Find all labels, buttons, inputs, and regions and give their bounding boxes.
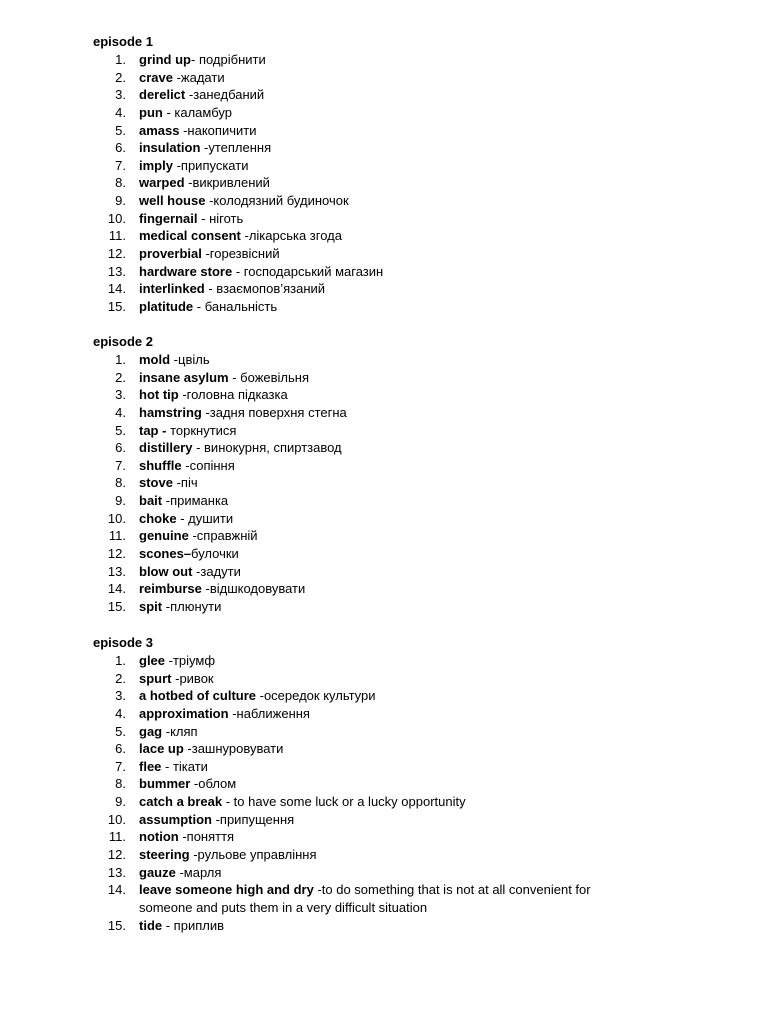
item-number: 15. [107, 917, 126, 933]
list-item [0, 687, 768, 705]
definition: -колодязний будиночок [205, 193, 349, 209]
term: tap - [139, 422, 167, 438]
definition: - ніготь [197, 210, 244, 226]
item-content [139, 510, 639, 528]
term: notion [139, 829, 179, 845]
term: assumption [139, 811, 212, 827]
term: proverbial [139, 246, 202, 262]
item-content [139, 245, 639, 263]
term: derelict [139, 87, 186, 103]
item-content [139, 563, 639, 581]
item-number: 14. [107, 882, 126, 898]
item-content [139, 527, 639, 545]
definition: - тікати [161, 758, 208, 774]
term: crave [139, 69, 173, 85]
list-item [0, 492, 768, 510]
item-content [139, 139, 639, 157]
term: glee [139, 653, 166, 668]
item-content [139, 157, 639, 175]
item-number: 7. [115, 758, 126, 774]
episode-title: episode 1 [93, 34, 153, 49]
item-number: 7. [115, 457, 126, 473]
item-content [139, 492, 639, 510]
item-content [139, 758, 639, 776]
item-content [139, 723, 639, 741]
term: catch a break [139, 794, 223, 810]
list-item [0, 881, 768, 916]
item-content [139, 422, 639, 440]
item-number: 11. [108, 528, 126, 544]
item-content [139, 846, 639, 864]
definition: - to have some luck or a lucky opportunity [222, 794, 466, 810]
item-content [139, 598, 639, 616]
item-content [139, 687, 639, 705]
list-item [0, 793, 768, 811]
term: gauze [139, 864, 176, 880]
definition: - винокурня, спиртзавод [192, 440, 342, 456]
definition: -лікарська згода [240, 228, 342, 244]
item-number: 12. [107, 546, 126, 562]
list-item [0, 705, 768, 723]
list-item [0, 652, 768, 670]
list-item [0, 598, 768, 616]
vocabulary-list [0, 652, 768, 934]
item-content [139, 174, 639, 192]
list-item [0, 563, 768, 581]
term: medical consent [139, 228, 241, 244]
term: insane asylum [139, 369, 229, 385]
list-item [0, 122, 768, 140]
item-content [139, 122, 639, 140]
definition: -відшкодовувати [201, 581, 306, 597]
item-content [139, 917, 639, 935]
item-number: 12. [107, 246, 126, 262]
term: bummer [139, 776, 191, 792]
term: blow out [139, 563, 193, 579]
item-content [139, 51, 639, 69]
list-item [0, 740, 768, 758]
definition: -припускати [172, 157, 249, 173]
item-number: 13. [107, 864, 126, 880]
definition: -піч [172, 475, 198, 491]
item-number: 14. [107, 281, 126, 297]
term: approximation [139, 705, 229, 721]
list-item [0, 263, 768, 281]
definition: -занедбаний [185, 87, 265, 103]
term: mold [139, 352, 171, 367]
item-number: 4. [115, 705, 126, 721]
list-item [0, 69, 768, 87]
definition: торкнутися [166, 422, 237, 438]
item-number: 9. [115, 493, 126, 509]
list-item [0, 280, 768, 298]
item-number: 15. [107, 598, 126, 614]
item-number: 11. [108, 829, 126, 845]
term: gag [139, 723, 163, 739]
list-item [0, 775, 768, 793]
term: hardware store [139, 263, 233, 279]
definition: -облом [190, 776, 237, 792]
term: spurt [139, 670, 172, 686]
term: flee [139, 758, 162, 774]
list-item [0, 474, 768, 492]
item-content [139, 69, 639, 87]
item-number: 2. [115, 670, 126, 686]
item-number: 6. [115, 140, 126, 156]
list-item [0, 864, 768, 882]
item-number: 13. [107, 563, 126, 579]
item-number: 1. [115, 52, 126, 67]
list-item [0, 227, 768, 245]
definition: -утеплення [200, 140, 272, 156]
vocabulary-list [0, 51, 768, 316]
term: spit [139, 598, 163, 614]
item-content [139, 705, 639, 723]
list-item [0, 670, 768, 688]
item-content [139, 386, 639, 404]
definition: -наближення [228, 705, 310, 721]
definition: - взаємопов’язаний [204, 281, 326, 297]
term: bait [139, 493, 163, 509]
item-number: 13. [107, 263, 126, 279]
item-content [139, 104, 639, 122]
list-item [0, 386, 768, 404]
list-item [0, 580, 768, 598]
definition: - каламбур [162, 104, 232, 120]
item-content [139, 545, 639, 563]
item-number: 12. [107, 847, 126, 863]
item-number: 6. [115, 440, 126, 456]
definition: - банальність [193, 298, 278, 314]
term: warped [139, 175, 185, 191]
definition: -приманка [162, 493, 229, 509]
term: insulation [139, 140, 201, 156]
item-content [139, 580, 639, 598]
term: platitude [139, 298, 194, 314]
item-number: 10. [107, 210, 126, 226]
definition: булочки [191, 546, 239, 562]
list-item [0, 51, 768, 69]
item-number: 4. [115, 104, 126, 120]
item-content [139, 192, 639, 210]
definition: - приплив [162, 917, 225, 933]
term: well house [139, 193, 206, 209]
term: leave someone high and dry [139, 882, 314, 898]
list-item [0, 439, 768, 457]
list-item [0, 545, 768, 563]
definition: -поняття [178, 829, 235, 845]
list-item [0, 811, 768, 829]
definition: -горезвісний [201, 246, 280, 262]
item-number: 11. [108, 228, 126, 244]
definition: -головна підказка [178, 387, 288, 403]
term: stove [139, 475, 173, 491]
definition: - подрібнити [191, 52, 266, 67]
item-number: 2. [115, 369, 126, 385]
item-content [139, 793, 639, 811]
item-number: 3. [115, 387, 126, 403]
item-content [139, 351, 639, 369]
definition: - душити [176, 510, 234, 526]
term: lace up [139, 741, 184, 757]
list-item [0, 723, 768, 741]
item-content [139, 740, 639, 758]
item-number: 8. [115, 776, 126, 792]
item-number: 2. [115, 69, 126, 85]
definition: -задня поверхня стегна [201, 404, 347, 420]
term: choke [139, 510, 177, 526]
item-number: 6. [115, 741, 126, 757]
item-content [139, 670, 639, 688]
list-item [0, 510, 768, 528]
term: amass [139, 122, 180, 138]
definition: -викривлений [184, 175, 270, 191]
item-content [139, 828, 639, 846]
item-content [139, 439, 639, 457]
list-item [0, 174, 768, 192]
list-item [0, 457, 768, 475]
term: hot tip [139, 387, 179, 403]
episode-title: episode 3 [93, 635, 153, 650]
item-number: 1. [115, 653, 126, 668]
item-number: 8. [115, 175, 126, 191]
item-number: 10. [107, 811, 126, 827]
term: distillery [139, 440, 193, 456]
item-content [139, 864, 639, 882]
definition: -припущення [211, 811, 295, 827]
list-item [0, 527, 768, 545]
definition: -плюнути [162, 598, 222, 614]
list-item [0, 245, 768, 263]
item-content [139, 404, 639, 422]
item-content [139, 210, 639, 228]
item-number: 3. [115, 87, 126, 103]
definition: -марля [175, 864, 222, 880]
item-number: 9. [115, 193, 126, 209]
term: genuine [139, 528, 189, 544]
definition: -ривок [171, 670, 214, 686]
episode-title: episode 2 [93, 334, 153, 349]
item-content [139, 369, 639, 387]
term: tide [139, 917, 163, 933]
definition: -цвіль [170, 352, 210, 367]
list-item [0, 917, 768, 935]
list-item [0, 86, 768, 104]
definition: -зашнуровувати [183, 741, 284, 757]
item-number: 4. [115, 404, 126, 420]
item-content [139, 280, 639, 298]
item-content [139, 652, 639, 670]
list-item [0, 139, 768, 157]
term: reimburse [139, 581, 202, 597]
definition: -жадати [172, 69, 225, 85]
definition: -справжній [188, 528, 258, 544]
item-content [139, 86, 639, 104]
definition: -тріумф [165, 653, 216, 668]
list-item [0, 298, 768, 316]
item-content [139, 474, 639, 492]
list-item [0, 157, 768, 175]
item-content [139, 775, 639, 793]
item-number: 7. [115, 157, 126, 173]
definition: -кляп [162, 723, 198, 739]
list-item [0, 210, 768, 228]
list-item [0, 422, 768, 440]
item-number: 5. [115, 122, 126, 138]
term: scones– [139, 546, 192, 562]
item-number: 14. [107, 581, 126, 597]
definition: - господарський магазин [232, 263, 384, 279]
item-number: 15. [107, 298, 126, 314]
list-item [0, 351, 768, 369]
item-number: 10. [107, 510, 126, 526]
list-item [0, 192, 768, 210]
list-item [0, 828, 768, 846]
vocabulary-list [0, 351, 768, 616]
term: hamstring [139, 404, 202, 420]
definition: -рульове управління [189, 847, 317, 863]
term: pun [139, 104, 163, 120]
item-content [139, 457, 639, 475]
definition: -to do something that is not at all convenient for someone and puts them in a very difficult situation [139, 882, 591, 915]
item-content [139, 298, 639, 316]
term: interlinked [139, 281, 205, 297]
item-content [139, 881, 639, 916]
item-content [139, 263, 639, 281]
list-item [0, 846, 768, 864]
item-number: 5. [115, 723, 126, 739]
list-item [0, 404, 768, 422]
item-content [139, 227, 639, 245]
definition: -осередок культури [256, 688, 376, 704]
term: steering [139, 847, 190, 863]
definition: -накопичити [179, 122, 257, 138]
item-number: 9. [115, 794, 126, 810]
item-number: 1. [115, 352, 126, 367]
term: fingernail [139, 210, 198, 226]
definition: - божевільня [228, 369, 309, 385]
item-content [139, 811, 639, 829]
term: a hotbed of culture [139, 688, 256, 704]
term: grind up [139, 52, 191, 67]
item-number: 5. [115, 422, 126, 438]
list-item [0, 369, 768, 387]
list-item [0, 104, 768, 122]
term: imply [139, 157, 173, 173]
item-number: 8. [115, 475, 126, 491]
definition: -сопіння [181, 457, 235, 473]
list-item [0, 758, 768, 776]
term: shuffle [139, 457, 182, 473]
item-number: 3. [115, 688, 126, 704]
definition: -задути [192, 563, 241, 579]
